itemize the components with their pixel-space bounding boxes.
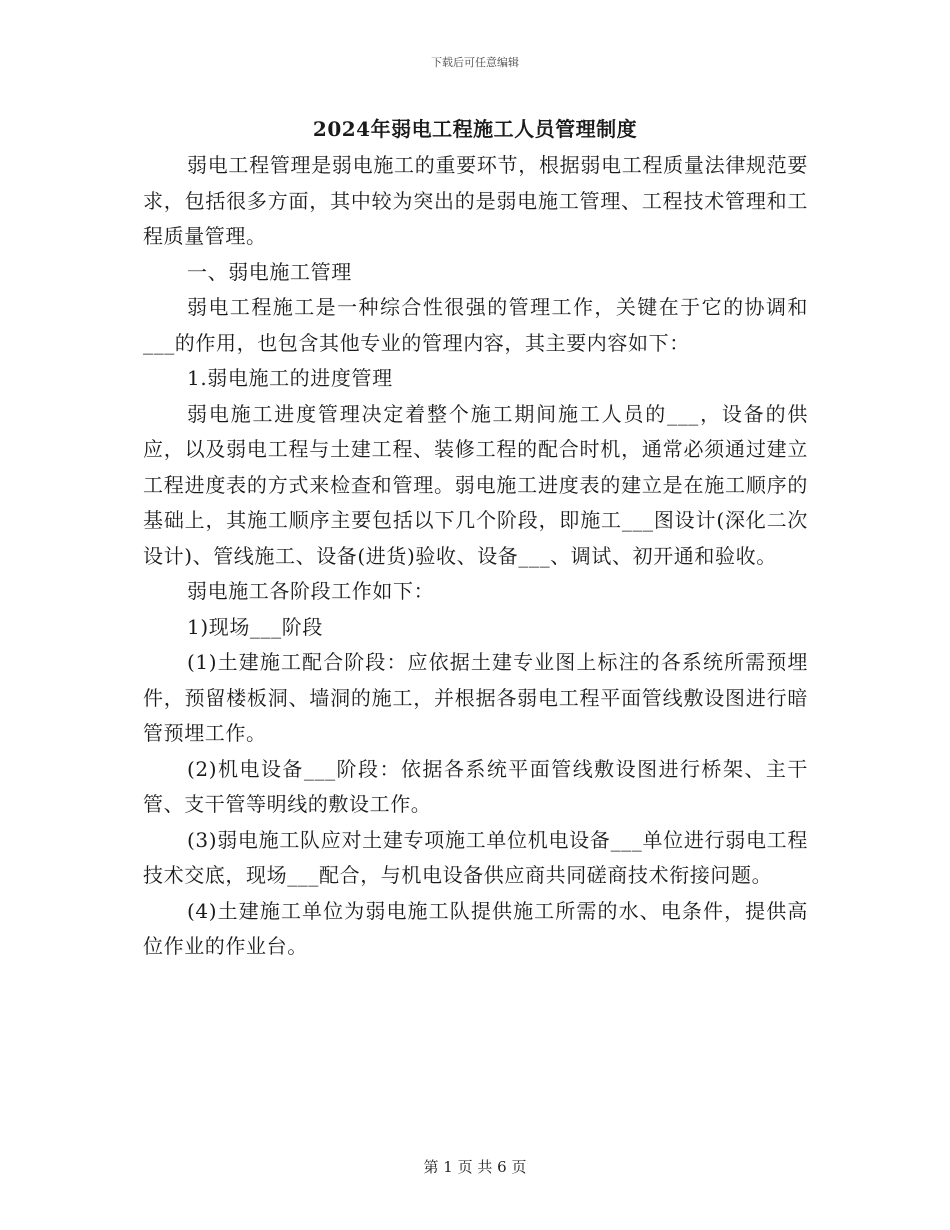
section-heading-construction-management: 一、弱电施工管理 [187,259,352,284]
list-item-utilities-support: (4)土建施工单位为弱电施工队提供施工所需的水、电条件，提供高位作业的作业台。 [143,898,808,958]
subsection-heading-schedule-management: 1.弱电施工的进度管理 [187,366,393,390]
paragraph-schedule-details: 弱电施工进度管理决定着整个施工期间施工人员的___，设备的供应，以及弱电工程与土建工程、装修工程的配合时机，通常必须通过建立工程进度表的方式来检查和管理。弱电施工进度表的建立是在施工顺序的基础上，其施工顺序主要包括以下几个阶段，即施工___图设计(深化二次设计)、管线施工、设备(进货)验收、设备___、调试、初开通和验收。 [143,401,808,568]
paragraph-intro: 弱电工程管理是弱电施工的重要环节，根据弱电工程质量法律规范要求，包括很多方面，其中较为突出的是弱电施工管理、工程技术管理和工程质量管理。 [143,153,808,248]
document-title: 2024年弱电工程施工人员管理制度 [312,117,638,141]
header-note: 下载后可任意编辑 [431,56,519,69]
paragraph-stage-intro: 弱电施工各阶段工作如下： [187,579,435,603]
list-item-civil-coordination: (1)土建施工配合阶段：应依据土建专业图上标注的各系统所需预埋件，预留楼板洞、墙洞的施工，并根据各弱电工程平面管线敷设图进行暗管预埋工作。 [143,650,808,745]
document-body [143,148,808,965]
page-indicator: 第 1 页 共 6 页 [423,1158,527,1176]
list-item-mechanical-stage: (2)机电设备___阶段：依据各系统平面管线敷设图进行桥架、主干管、支干管等明线的敷设工作。 [143,756,808,816]
list-item-technical-briefing: (3)弱电施工队应对土建专项施工单位机电设备___单位进行弱电工程技术交底，现场___配合，与机电设备供应商共同磋商技术衔接问题。 [143,827,808,887]
paragraph-management-overview: 弱电工程施工是一种综合性很强的管理工作，关键在于它的协调和___的作用，也包含其他专业的管理内容，其主要内容如下： [143,295,808,355]
stage-heading-site: 1)现场___阶段 [187,614,323,639]
